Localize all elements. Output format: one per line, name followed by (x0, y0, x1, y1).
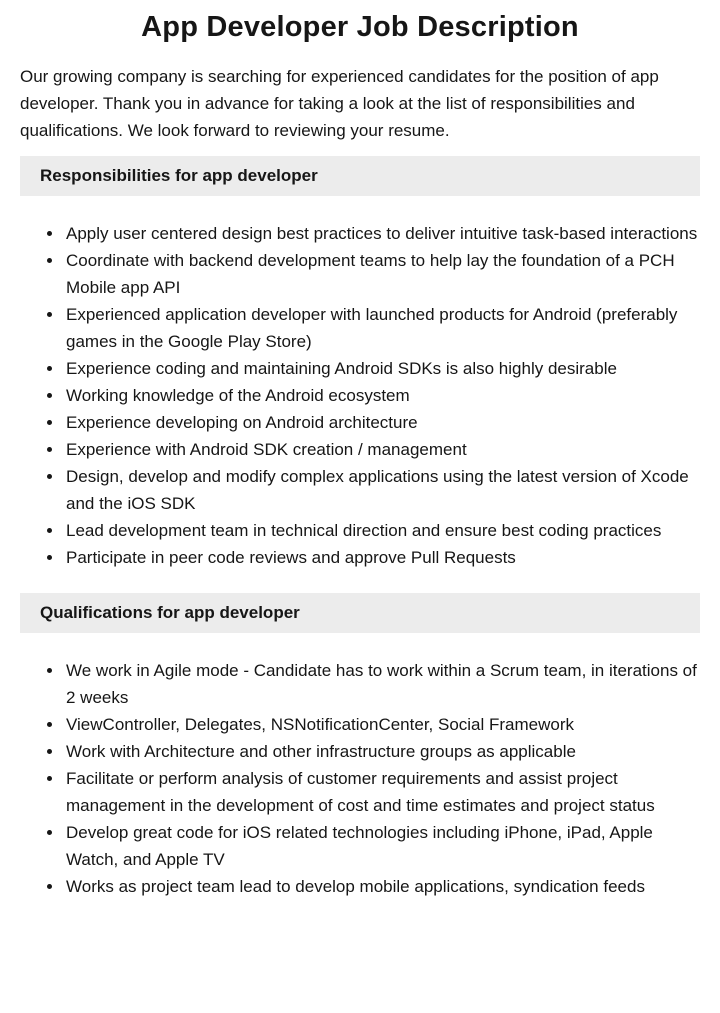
qualifications-heading: Qualifications for app developer (20, 593, 700, 633)
list-item: • Facilitate or perform analysis of customer requirements and assist project management in the development of cost and time estimates and project status (64, 765, 700, 819)
list-item: • Participate in peer code reviews and approve Pull Requests (64, 544, 700, 571)
list-item: • We work in Agile mode - Candidate has to work within a Scrum team, in iterations of 2 weeks (64, 657, 700, 711)
list-item: • Coordinate with backend development teams to help lay the foundation of a PCH Mobile app API (64, 247, 700, 301)
list-item: • Works as project team lead to develop mobile applications, syndication feeds (64, 873, 700, 900)
qualifications-section (20, 593, 700, 900)
qualifications-list (20, 657, 700, 900)
list-item: • Lead development team in technical direction and ensure best coding practices (64, 517, 700, 544)
responsibilities-heading: Responsibilities for app developer (20, 156, 700, 196)
list-item: • Experienced application developer with launched products for Android (preferably games in the Google Play Store) (64, 301, 700, 355)
list-item: • Experience developing on Android architecture (64, 409, 700, 436)
list-item: • Working knowledge of the Android ecosystem (64, 382, 700, 409)
responsibilities-list (20, 220, 700, 571)
intro-paragraph: Our growing company is searching for experienced candidates for the position of app developer. Thank you in advance for taking a look at the list of responsibilities and qualifications. We look forward to reviewing your resume. (20, 67, 659, 140)
job-description-document (0, 10, 720, 900)
list-item: • Experience coding and maintaining Android SDKs is also highly desirable (64, 355, 700, 382)
list-item: • Design, develop and modify complex applications using the latest version of Xcode and the iOS SDK (64, 463, 700, 517)
list-item: • Develop great code for iOS related technologies including iPhone, iPad, Apple Watch, and Apple TV (64, 819, 700, 873)
list-item: • Work with Architecture and other infrastructure groups as applicable (64, 738, 700, 765)
list-item: • Experience with Android SDK creation / management (64, 436, 700, 463)
list-item: • ViewController, Delegates, NSNotificationCenter, Social Framework (64, 711, 700, 738)
list-item: • Apply user centered design best practices to deliver intuitive task-based interactions (64, 220, 700, 247)
page-title: App Developer Job Description (141, 11, 579, 43)
responsibilities-section (20, 156, 700, 571)
